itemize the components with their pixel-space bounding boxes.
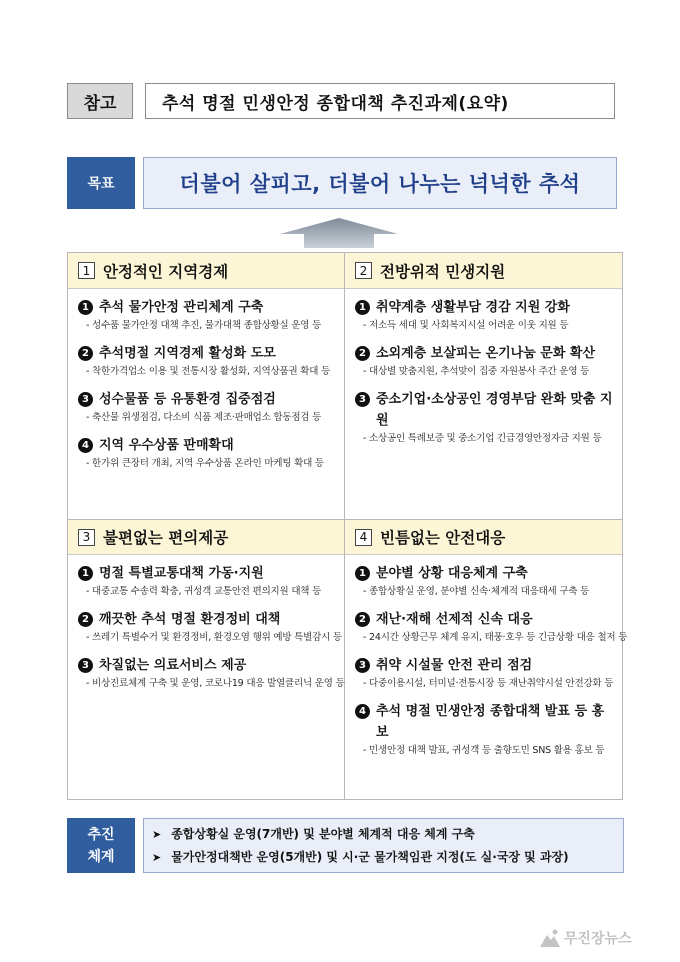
list-item xyxy=(78,563,338,600)
system-tag-line: 체계 xyxy=(87,848,115,865)
bullet-marker: 3 xyxy=(78,392,93,407)
bullet-marker: 1 xyxy=(78,300,93,315)
section-4 xyxy=(345,519,628,799)
section-number: 4 xyxy=(355,529,372,546)
mountain-logo-icon xyxy=(540,929,560,947)
section-title: 불편없는 편의제공 xyxy=(103,529,229,547)
bullet-marker: 2 xyxy=(355,612,370,627)
item-detail: - 쓰레기 특별수거 및 환경정비, 환경오염 행위 예방 특별감시 등 xyxy=(86,632,342,643)
item-title: 추석 명절 민생안정 종합대책 발표 등 홍보 xyxy=(376,704,605,740)
item-title: 취약계층 생활부담 경감 지원 강화 xyxy=(376,300,570,315)
page-title: 추석 명절 민생안정 종합대책 추진과제(요약) xyxy=(145,83,615,119)
bullet-marker: 3 xyxy=(355,392,370,407)
item-title: 중소기업·소상공인 경영부담 완화 맞춤 지원 xyxy=(376,392,613,428)
goal-text: 더불어 살피고, 더불어 나누는 넉넉한 추석 xyxy=(143,157,617,209)
item-detail: - 다중이용시설, 터미널·전통시장 등 재난취약시설 안전강화 등 xyxy=(363,678,614,689)
item-detail: - 착한가격업소 이용 및 전통시장 활성화, 지역상품권 확대 등 xyxy=(86,366,331,377)
section-header xyxy=(68,519,344,555)
list-item xyxy=(355,563,616,600)
list-item xyxy=(355,655,616,692)
bullet-marker: 2 xyxy=(78,612,93,627)
section-header xyxy=(345,253,622,289)
up-arrow-icon xyxy=(280,218,398,248)
bullet-marker: 2 xyxy=(355,346,370,361)
bullet-marker: 4 xyxy=(355,704,370,719)
system-tag xyxy=(67,818,135,873)
item-title: 취약 시설물 안전 관리 점검 xyxy=(376,658,533,673)
section-title: 안정적인 지역경제 xyxy=(103,262,229,281)
item-detail: - 비상진료체계 구축 및 운영, 코로나19 대응 발열클리닉 운영 등 xyxy=(86,678,345,689)
system-line-text: 종합상황실 운영(7개반) 및 분야별 체계적 대응 체계 구축 xyxy=(171,826,475,841)
section-number: 3 xyxy=(78,529,95,546)
section-header xyxy=(345,519,622,555)
bullet-marker: 3 xyxy=(355,658,370,673)
item-title: 차질없는 의료서비스 제공 xyxy=(99,658,247,673)
list-item xyxy=(78,343,338,380)
item-detail: - 종합상황실 운영, 분야별 신속·체계적 대응태세 구축 등 xyxy=(363,586,590,597)
item-title: 성수물품 등 유통환경 집중점검 xyxy=(99,392,276,407)
goal-tag: 목표 xyxy=(67,157,135,209)
arrow-right-icon: ➤ xyxy=(152,827,162,841)
item-detail: - 민생안정 대책 발표, 귀성객 등 출향도민 SNS 활용 홍보 등 xyxy=(363,745,605,756)
goal-row xyxy=(67,157,617,209)
bullet-marker: 1 xyxy=(355,566,370,581)
reference-header xyxy=(67,83,615,119)
list-item xyxy=(355,609,628,646)
watermark xyxy=(540,928,632,948)
section-number: 1 xyxy=(78,262,95,279)
item-detail: - 축산물 위생점검, 다소비 식품 제조·판매업소 합동점검 등 xyxy=(86,412,322,423)
system-tag-line: 추진 xyxy=(87,826,115,843)
list-item xyxy=(355,701,616,759)
item-title: 추석명절 지역경제 활성화 도모 xyxy=(99,346,276,361)
item-detail: - 대중교통 수송력 확충, 귀성객 교통안전 편의지원 대책 등 xyxy=(86,586,322,597)
item-title: 소외계층 보살피는 온기나눔 문화 확산 xyxy=(376,346,596,361)
watermark-text: 무진장뉴스 xyxy=(564,931,632,947)
list-item xyxy=(355,389,616,447)
item-title: 명절 특별교통대책 가동·지원 xyxy=(99,566,264,581)
bullet-marker: 1 xyxy=(78,566,93,581)
item-detail: - 성수품 물가안정 대책 추진, 물가대책 종합상황실 운영 등 xyxy=(86,320,322,331)
section-number: 2 xyxy=(355,262,372,279)
section-title: 전방위적 민생지원 xyxy=(380,262,506,281)
section-2 xyxy=(345,253,622,519)
item-title: 분야별 상황 대응체계 구축 xyxy=(376,566,528,581)
bullet-marker: 4 xyxy=(78,438,93,453)
system-box xyxy=(143,818,624,873)
section-title: 빈틈없는 안전대응 xyxy=(380,529,506,547)
item-detail: - 소상공인 특례보증 및 중소기업 긴급경영안정자금 지원 등 xyxy=(363,433,602,444)
system-line xyxy=(152,823,623,846)
system-line-text: 물가안정대책반 운영(5개반) 및 시·군 물가책임관 지정(도 실·국장 및 과장) xyxy=(171,849,569,864)
list-item xyxy=(78,389,338,426)
section-1 xyxy=(68,253,345,519)
arrow-right-icon: ➤ xyxy=(152,850,162,864)
section-3 xyxy=(68,519,345,799)
item-detail: - 24시간 상황근무 체계 유지, 태풍·호우 등 긴급상황 대응 철저 등 xyxy=(363,632,628,643)
list-item xyxy=(78,655,345,692)
system-row xyxy=(67,818,624,873)
item-detail: - 대상별 맞춤지원, 추석맞이 집중 자원봉사 주간 운영 등 xyxy=(363,366,590,377)
item-title: 추석 물가안정 관리체계 구축 xyxy=(99,300,264,315)
item-title: 깨끗한 추석 명절 환경정비 대책 xyxy=(99,612,281,627)
item-detail: - 한가위 큰장터 개최, 지역 우수상품 온라인 마케팅 확대 등 xyxy=(86,458,324,469)
list-item xyxy=(355,297,616,334)
task-grid xyxy=(67,252,628,800)
list-item xyxy=(355,343,616,380)
bullet-marker: 2 xyxy=(78,346,93,361)
reference-tag: 참고 xyxy=(67,83,133,119)
bullet-marker: 1 xyxy=(355,300,370,315)
item-detail: - 저소득 세대 및 사회복지시설 어려운 이웃 지원 등 xyxy=(363,320,569,331)
system-line xyxy=(152,846,623,869)
item-title: 재난·재해 선제적 신속 대응 xyxy=(376,612,533,627)
list-item xyxy=(78,435,338,472)
list-item xyxy=(78,297,338,334)
bullet-marker: 3 xyxy=(78,658,93,673)
section-header xyxy=(68,253,344,289)
list-item xyxy=(78,609,342,646)
item-title: 지역 우수상품 판매확대 xyxy=(99,438,234,453)
